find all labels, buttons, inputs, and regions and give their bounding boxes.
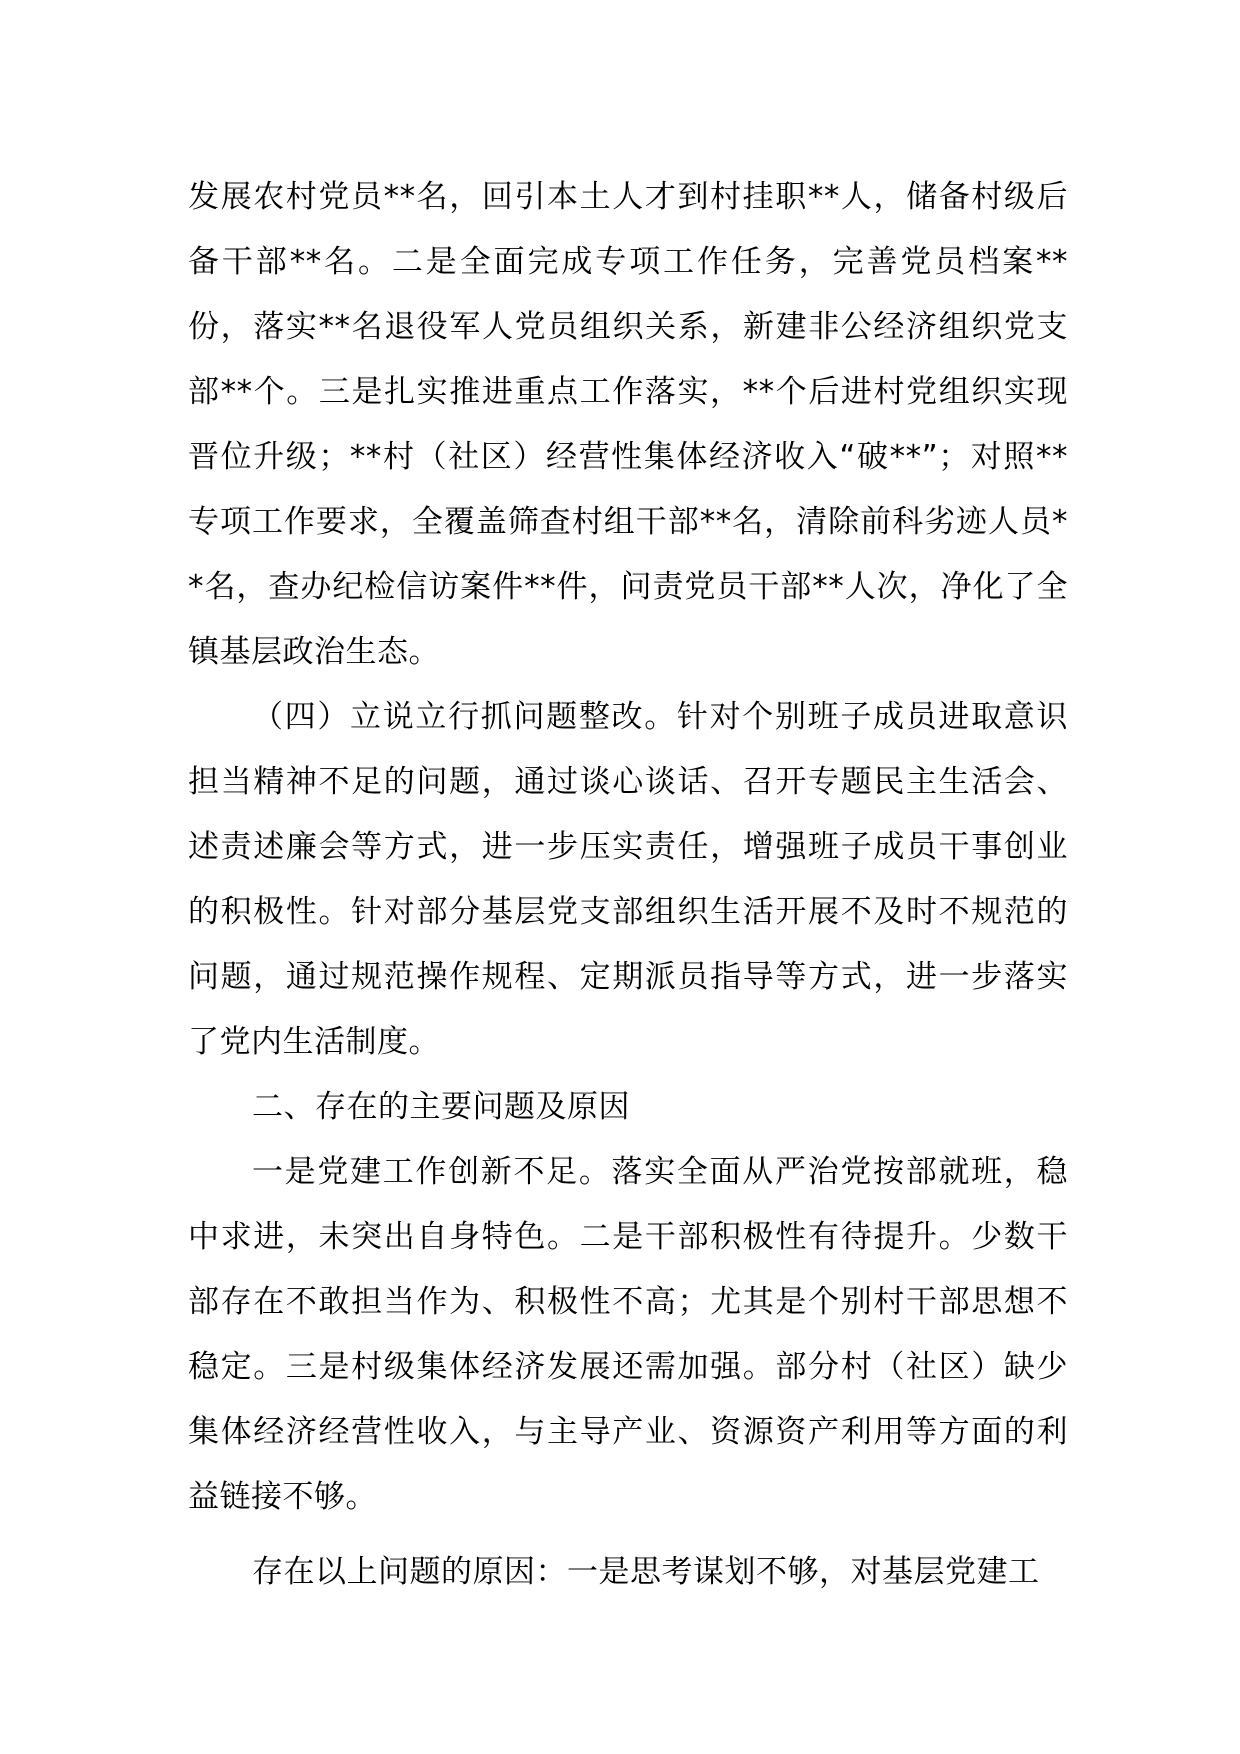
paragraph-causes: 存在以上问题的原因：一是思考谋划不够，对基层党建工 (252, 1554, 1040, 1590)
paragraph-rectification: （四）立说立行抓问题整改。针对个别班子成员进取意识担当精神不足的问题，通过谈心谈话、召开专题民主生活会、述责述廉会等方式，进一步压实责任，增强班子成员干事创业的积极性。针对部分基层党支部组织生活开展不及时不规范的问题，通过规范操作规程、定期派员指导等方式，进一步落实了党内生活制度。 (188, 699, 1068, 1060)
document-body (188, 165, 1068, 1605)
paragraph-achievements-continued: 发展农村党员**名，回引本土人才到村挂职**人，储备村级后备干部**名。二是全面完成专项工作任务，完善党员档案**份，落实**名退役军人党员组织关系，新建非公经济组织党支部**个。三是扎实推进重点工作落实，**个后进村党组织实现晋位升级；**村（社区）经营性集体经济收入“破**”；对照**专项工作要求，全覆盖筛查村组干部**名，清除前科劣迹人员**名，查办纪检信访案件**件，问责党员干部**人次，净化了全镇基层政治生态。 (188, 179, 1068, 670)
paragraph-main-problems: 一是党建工作创新不足。落实全面从严治党按部就班，稳中求进，未突出自身特色。二是干部积极性有待提升。少数干部存在不敢担当作为、积极性不高；尤其是个别村干部思想不稳定。三是村级集体经济发展还需加强。部分村（社区）缺少集体经济经营性收入，与主导产业、资源资产利用等方面的利益链接不够。 (188, 1154, 1068, 1515)
section-heading-problems: 二、存在的主要问题及原因 (252, 1089, 630, 1125)
